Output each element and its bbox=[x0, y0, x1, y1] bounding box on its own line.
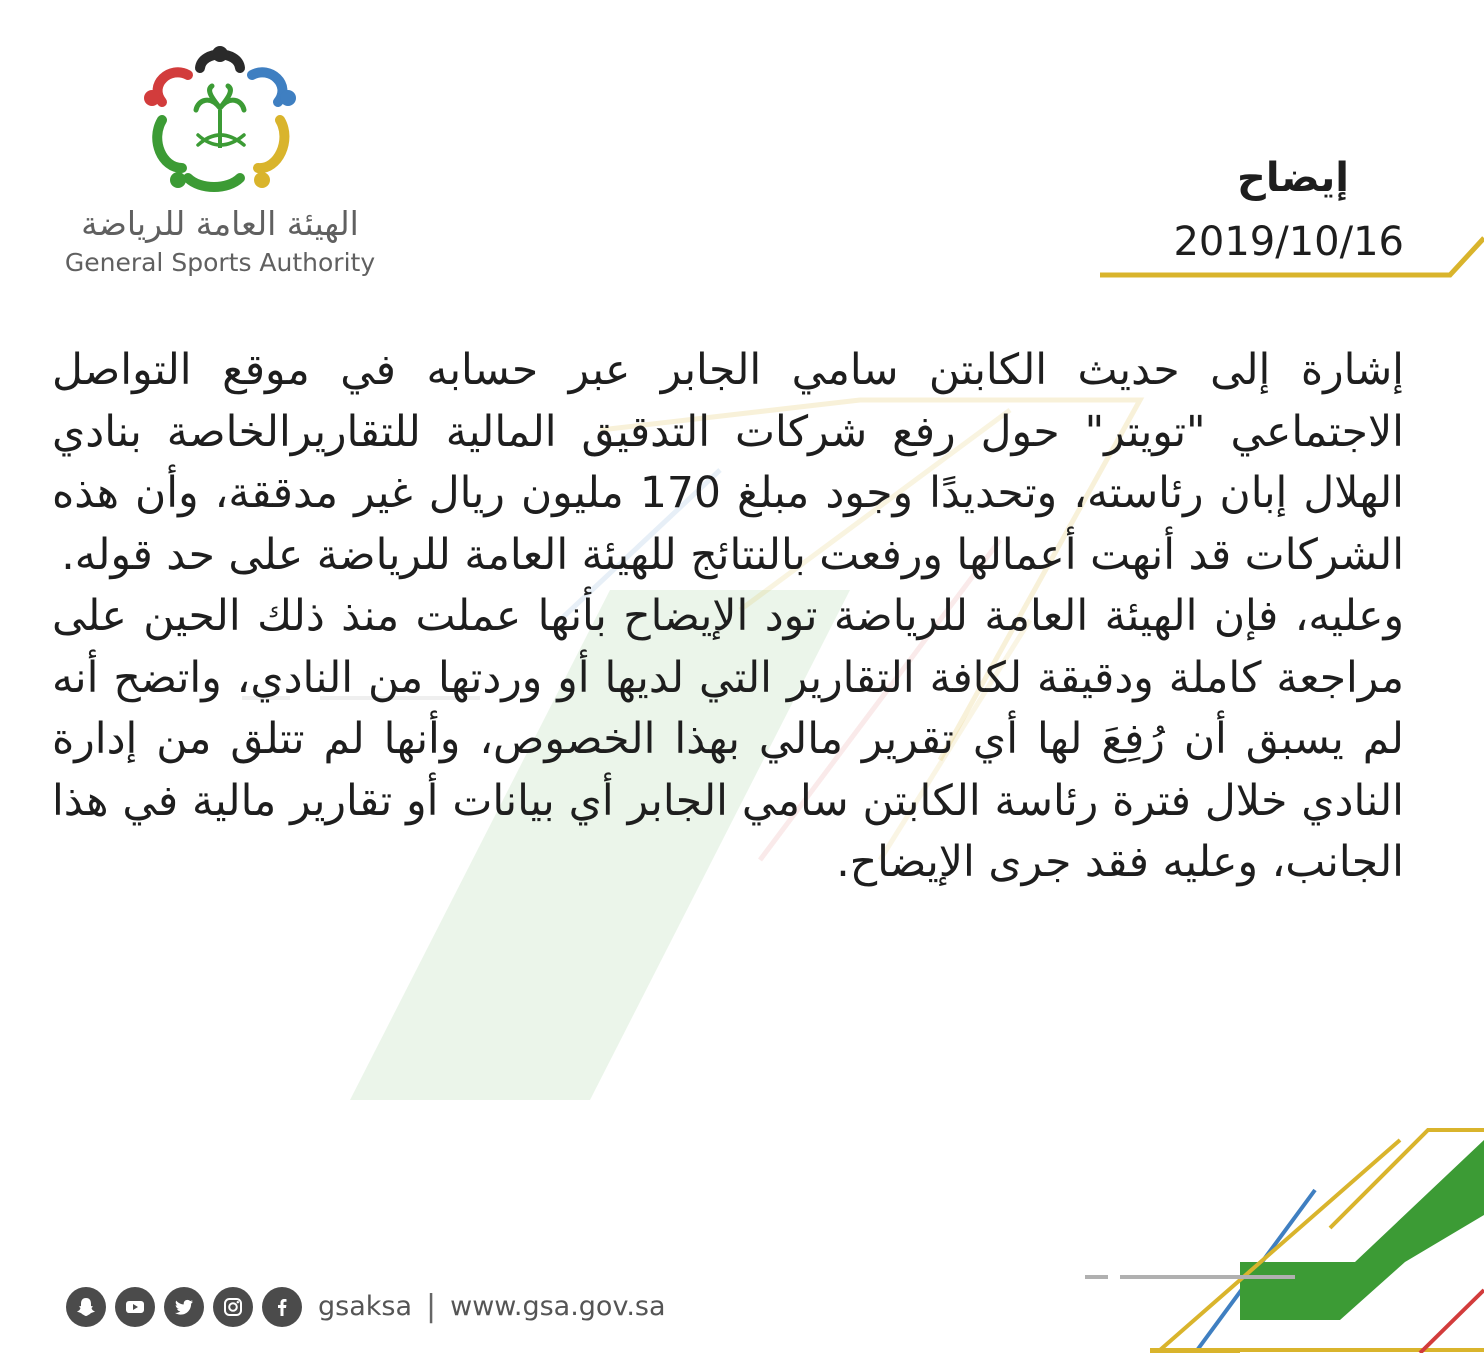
facebook-icon[interactable] bbox=[262, 1287, 302, 1327]
instagram-icon[interactable] bbox=[213, 1287, 253, 1327]
statement-body bbox=[52, 340, 1404, 1130]
twitter-icon[interactable] bbox=[164, 1287, 204, 1327]
paragraph-2: وعليه، فإن الهيئة العامة للرياضة تود الإيضاح بأنها عملت منذ ذلك الحين على مراجعة كاملة ودقيقة لكافة التقارير التي لديها أو وردتها من النادي، واتضح أنه لم يسبق أن رُفِعَ لها أي تقرير مالي بهذا الخصوص، وأنها لم تتلق من إدارة النادي خلال فترة رئاسة الكابتن سامي الجابر أي بيانات أو تقارير مالية في هذا الجانب، وعليه فقد جرى الإيضاح. bbox=[52, 592, 1404, 887]
website-link[interactable]: www.gsa.gov.sa bbox=[450, 1291, 666, 1322]
social-handle: gsaksa bbox=[318, 1291, 412, 1322]
paragraph-1: إشارة إلى حديث الكابتن سامي الجابر عبر حسابه في موقع التواصل الاجتماعي "تويتر" حول رفع شركات التدقيق المالية للتقاريرالخاصة بنادي الهلال إبان رئاسته، وتحديدًا وجود مبلغ 170 مليون ريال غير مدققة، وأن هذه الشركات قد أنهت أعمالها ورفعت بالنتائج للهيئة العامة للرياضة على حد قوله. bbox=[52, 346, 1404, 580]
footer-separator: | bbox=[426, 1289, 437, 1324]
social-links bbox=[66, 1287, 302, 1327]
gsa-logo bbox=[140, 40, 300, 195]
youtube-icon[interactable] bbox=[115, 1287, 155, 1327]
snapchat-icon[interactable] bbox=[66, 1287, 106, 1327]
footer bbox=[66, 1282, 666, 1332]
document-title: إيضاح bbox=[1237, 155, 1349, 201]
org-name-english: General Sports Authority bbox=[64, 248, 376, 277]
org-name-arabic: الهيئة العامة للرياضة bbox=[81, 204, 359, 243]
document-date: 2019/10/16 bbox=[1173, 219, 1404, 265]
